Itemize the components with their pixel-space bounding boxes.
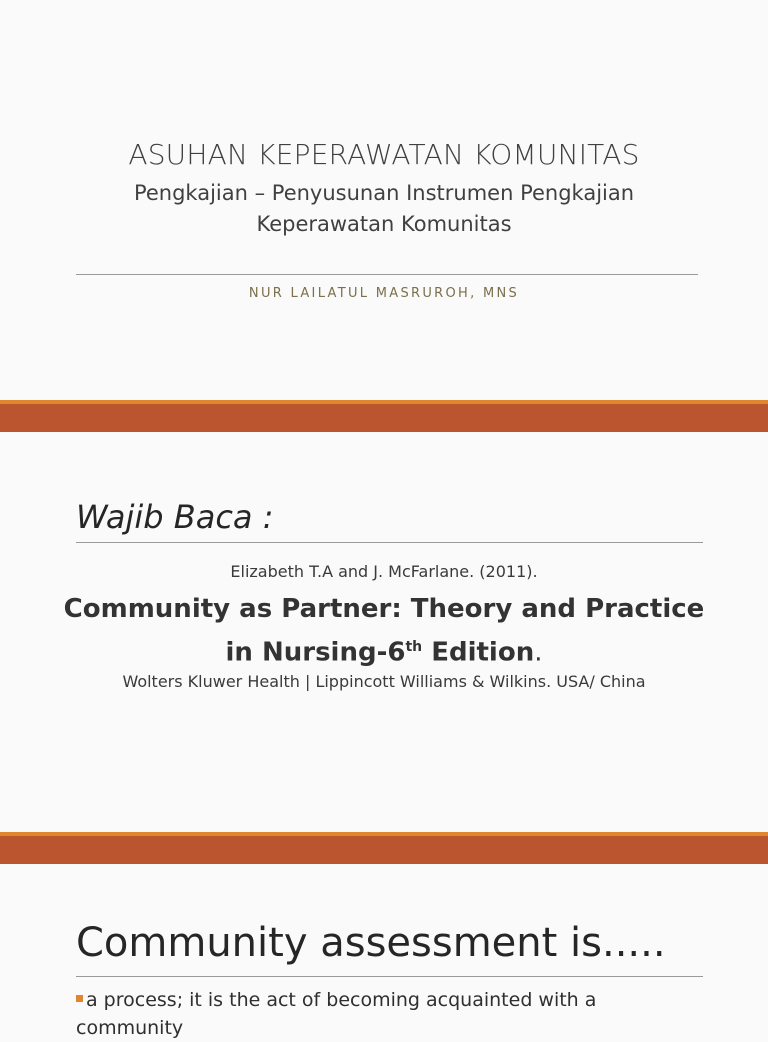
book-title-line-1: Community as Partner: Theory and Practice — [63, 594, 705, 624]
subtitle-line-1: Pengkajian – Penyusunan Instrumen Pengkajian — [133, 181, 635, 205]
book-title — [0, 590, 768, 672]
book-title-line-2-text: in Nursing-6 — [225, 637, 406, 668]
author-name: NUR LAILATUL MASRUROH, MNS — [248, 286, 520, 301]
slide-title: Wajib Baca : — [76, 498, 274, 536]
separator-stripe — [0, 832, 768, 836]
book-title-period: . — [534, 637, 543, 668]
publisher: Wolters Kluwer Health | Lippincott Williams & Wilkins. USA/ China — [122, 672, 646, 691]
divider — [76, 542, 703, 543]
bullet-item — [76, 986, 676, 1042]
slide-title: ASUHAN KEPERAWATAN KOMUNITAS — [128, 138, 640, 171]
separator-stripe — [0, 400, 768, 404]
citation-authors: Elizabeth T.A and J. McFarlane. (2011). — [230, 562, 538, 581]
slide-separator — [0, 400, 768, 432]
slide-separator — [0, 832, 768, 864]
bullet-text: a process; it is the act of becoming acquainted with a community — [76, 989, 597, 1039]
slide-title: Community assessment is..... — [76, 920, 666, 966]
edition-suffix: th — [405, 639, 423, 655]
divider — [76, 976, 703, 977]
bullet-square-icon — [76, 995, 83, 1002]
divider — [76, 274, 698, 275]
book-title-line-2-edition: Edition — [422, 637, 535, 668]
slide-1 — [0, 0, 768, 400]
slide-subtitle — [0, 178, 768, 240]
subtitle-line-2: Keperawatan Komunitas — [256, 212, 512, 236]
book-title-line-2 — [0, 628, 768, 672]
